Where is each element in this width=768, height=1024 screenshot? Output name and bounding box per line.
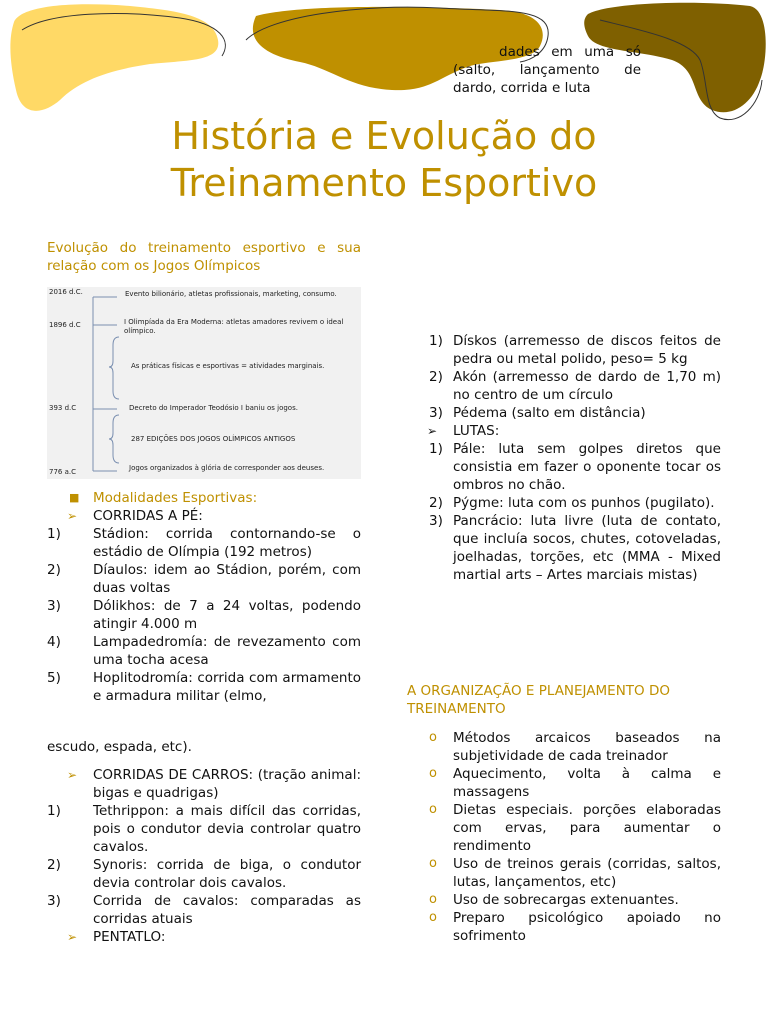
organizacao-section xyxy=(407,729,721,945)
list-number: 3) xyxy=(429,513,443,529)
modalidades-label: Modalidades Esportivas: xyxy=(93,490,258,506)
lutas-list xyxy=(407,440,721,584)
list-item-text: Akón (arremesso de dardo de 1,70 m) no centro de um círculo xyxy=(453,369,721,403)
organizacao-list xyxy=(407,729,721,945)
corridas-carros-label: CORRIDAS DE CARROS: (tração animal: bigas e quadrigas) xyxy=(93,767,361,801)
list-item-text: Tethrippon: a mais difícil das corridas, pois o condutor devia controlar quatro cavalos. xyxy=(93,803,361,855)
list-item-text: Corrida de cavalos: comparadas as corridas atuais xyxy=(93,893,361,927)
continuation-text: escudo, espada, etc). xyxy=(47,739,192,755)
list-item xyxy=(47,525,361,561)
organizacao-heading: A ORGANIZAÇÃO E PLANEJAMENTO DO TREINAMENTO xyxy=(407,683,670,717)
list-item xyxy=(47,633,361,669)
list-item xyxy=(407,891,721,909)
list-item-text: Synoris: corrida de biga, o condutor devia controlar dois cavalos. xyxy=(93,857,361,891)
circle-bullet-icon: o xyxy=(429,766,437,781)
corridas-carros-heading xyxy=(47,766,361,802)
list-number: 1) xyxy=(47,803,61,819)
pentatlo-list xyxy=(407,332,721,422)
section-subtitle: Evolução do treinamento esportivo e sua relação com os Jogos Olímpicos xyxy=(47,240,361,274)
left-column xyxy=(47,489,361,705)
circle-bullet-icon: o xyxy=(429,802,437,817)
list-item xyxy=(407,801,721,855)
list-item xyxy=(407,332,721,368)
top-snippet-text xyxy=(453,43,641,97)
circle-bullet-icon: o xyxy=(429,892,437,907)
list-item xyxy=(47,802,361,856)
top-snippet-line: dades em uma só xyxy=(499,44,641,60)
timeline-event: Decreto do Imperador Teodósio I baniu os jogos. xyxy=(129,404,298,412)
timeline-figure xyxy=(47,287,361,479)
yellow-blob-shape xyxy=(10,4,218,111)
page-title xyxy=(0,113,768,207)
lutas-heading xyxy=(407,422,721,440)
list-number: 2) xyxy=(429,495,443,511)
list-item-text: Uso de sobrecargas extenuantes. xyxy=(453,892,679,908)
list-number: 2) xyxy=(47,857,61,873)
list-item-text: Pédema (salto em distância) xyxy=(453,405,646,421)
corridas-carros-list xyxy=(47,802,361,928)
right-column xyxy=(407,332,721,584)
list-item-text: Pancrácio: luta livre (luta de contato, que incluía socos, chutes, cotoveladas, joelhadas, torções, etc (MMA - Mixed martial arts – Artes marciais mistas) xyxy=(453,513,721,583)
lutas-label: LUTAS: xyxy=(453,423,500,439)
arrow-bullet-icon: ➢ xyxy=(67,768,78,782)
list-item xyxy=(407,404,721,422)
list-item xyxy=(407,765,721,801)
arrow-bullet-icon: ➢ xyxy=(67,509,78,523)
modalidades-heading xyxy=(47,489,361,507)
list-number: 1) xyxy=(429,441,443,457)
timeline-event: I Olimpíada da Era Moderna: atletas amadores revivem o ideal xyxy=(124,318,344,326)
list-item-text: Preparo psicológico apoiado no sofrimento xyxy=(453,910,721,944)
list-number: 5) xyxy=(47,670,61,686)
timeline-year: 1896 d.C xyxy=(49,321,81,329)
list-item-text: Pýgme: luta com os punhos (pugilato). xyxy=(453,495,715,511)
timeline-event: Evento bilionário, atletas profissionais, marketing, consumo. xyxy=(125,290,337,298)
corridas-pe-list xyxy=(47,525,361,705)
timeline-event: 287 EDIÇÕES DOS JOGOS OLÍMPICOS ANTIGOS xyxy=(131,435,296,443)
corridas-pe-heading xyxy=(47,507,361,525)
title-line-1: História e Evolução do xyxy=(171,114,597,158)
pentatlo-label: PENTATLO: xyxy=(93,929,166,945)
title-line-2: Treinamento Esportivo xyxy=(170,161,598,205)
timeline-year: 393 d.C xyxy=(49,404,77,412)
list-item xyxy=(47,561,361,597)
list-item-text: Dietas especiais. porções elaboradas com ervas, para aumentar o rendimento xyxy=(453,802,721,854)
timeline-year: 2016 d.C. xyxy=(49,288,83,296)
list-item-text: Aquecimento, volta à calma e massagens xyxy=(453,766,721,800)
list-item-text: Dískos (arremesso de discos feitos de pedra ou metal polido, peso= 5 kg xyxy=(453,333,721,367)
timeline-event: As práticas físicas e esportivas = atividades marginais. xyxy=(131,362,325,370)
list-item xyxy=(47,892,361,928)
list-item xyxy=(407,729,721,765)
list-item xyxy=(47,856,361,892)
decorative-blobs xyxy=(0,0,768,130)
list-number: 3) xyxy=(47,893,61,909)
timeline-event: olímpico. xyxy=(124,327,156,335)
left-column-lower xyxy=(47,766,361,946)
list-item xyxy=(407,909,721,945)
pentatlo-heading xyxy=(47,928,361,946)
list-item xyxy=(407,440,721,494)
top-snippet-line: dardo, corrida e luta xyxy=(453,80,591,96)
list-number: 3) xyxy=(429,405,443,421)
corridas-pe-label: CORRIDAS A PÉ: xyxy=(93,508,203,524)
circle-bullet-icon: o xyxy=(429,910,437,925)
list-number: 2) xyxy=(429,369,443,385)
list-item-text: Dólikhos: de 7 a 24 voltas, podendo atingir 4.000 m xyxy=(93,598,361,632)
list-number: 2) xyxy=(47,562,61,578)
list-number: 3) xyxy=(47,598,61,614)
list-item xyxy=(407,494,721,512)
list-item xyxy=(407,368,721,404)
list-item xyxy=(47,597,361,633)
list-item xyxy=(407,855,721,891)
list-item-text: Stádion: corrida contornando-se o estádio de Olímpia (192 metros) xyxy=(93,526,361,560)
circle-bullet-icon: o xyxy=(429,730,437,745)
list-item-text: Díaulos: idem ao Stádion, porém, com duas voltas xyxy=(93,562,361,596)
top-snippet-line: (salto, lançamento de xyxy=(453,62,641,78)
square-bullet-icon: ■ xyxy=(69,491,80,504)
circle-bullet-icon: o xyxy=(429,856,437,871)
list-item xyxy=(407,512,721,584)
list-number: 4) xyxy=(47,634,61,650)
list-item-text: Métodos arcaicos baseados na subjetividade de cada treinador xyxy=(453,730,721,764)
list-item xyxy=(47,669,361,705)
list-item-text: Uso de treinos gerais (corridas, saltos, lutas, lançamentos, etc) xyxy=(453,856,721,890)
arrow-bullet-icon: ➢ xyxy=(427,424,438,438)
timeline-event: Jogos organizados à glória de corresponder aos deuses. xyxy=(129,464,325,472)
list-item-text: Pále: luta sem golpes diretos que consistia em fazer o oponente tocar os ombros no chão. xyxy=(453,441,721,493)
arrow-bullet-icon: ➢ xyxy=(67,930,78,944)
timeline-year: 776 a.C xyxy=(49,468,76,476)
list-item-text: Hoplitodromía: corrida com armamento e armadura militar (elmo, xyxy=(93,670,361,704)
list-number: 1) xyxy=(47,526,61,542)
timeline-lines xyxy=(47,287,361,479)
list-number: 1) xyxy=(429,333,443,349)
list-item-text: Lampadedromía: de revezamento com uma tocha acesa xyxy=(93,634,361,668)
